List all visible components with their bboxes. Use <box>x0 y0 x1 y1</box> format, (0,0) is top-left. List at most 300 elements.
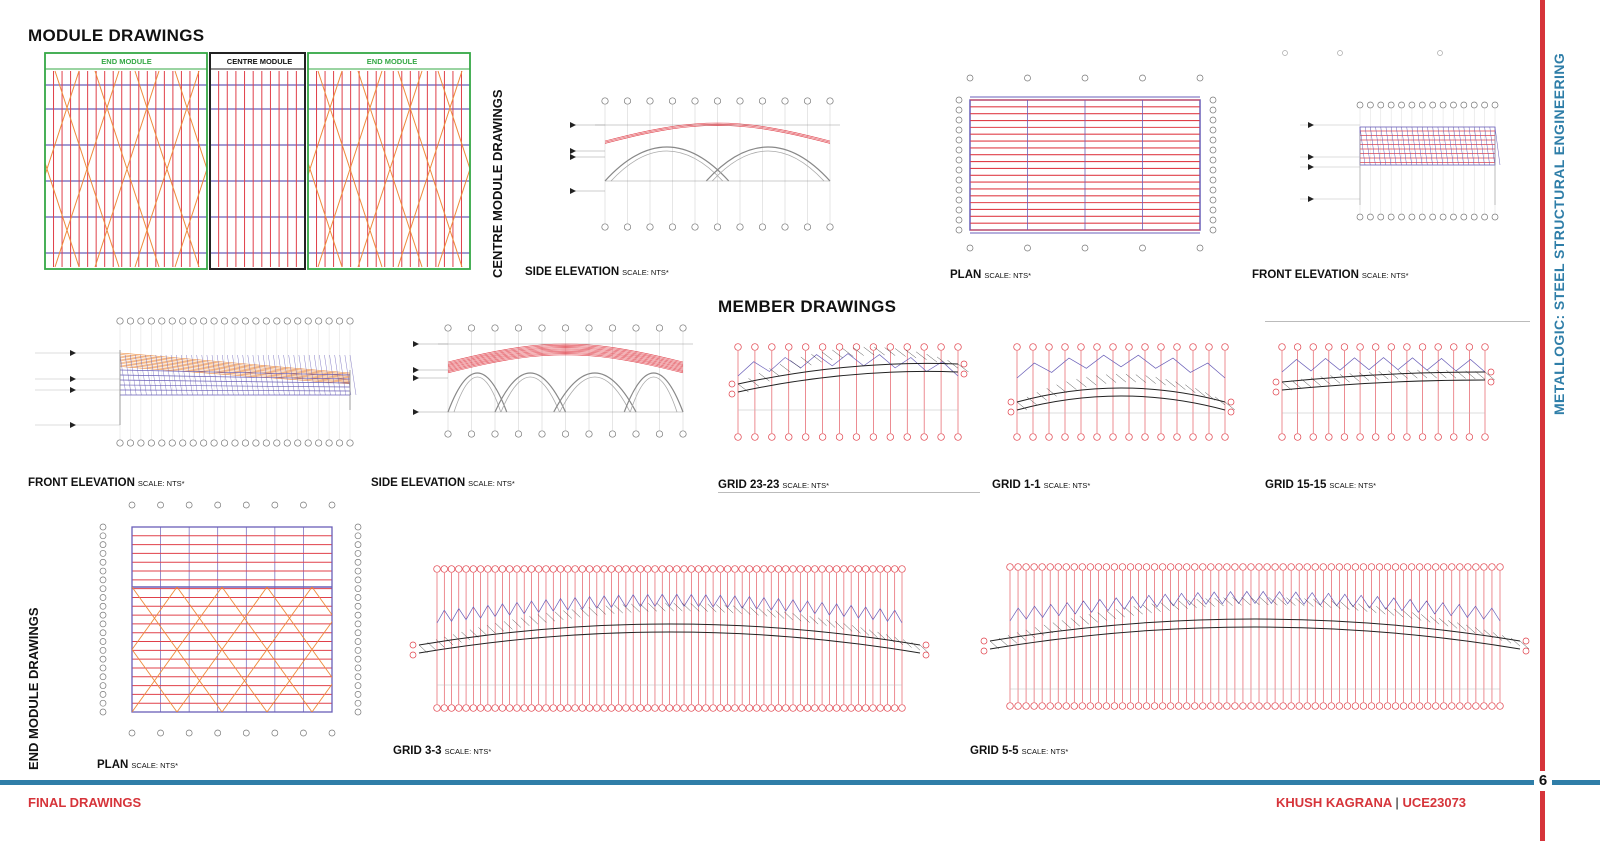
grid-bubble <box>956 137 962 143</box>
grid-bubble <box>1440 564 1447 571</box>
web-member <box>631 604 639 612</box>
grid-bubble <box>543 705 550 712</box>
grid-bubble <box>1063 564 1070 571</box>
level-marker-icon <box>570 122 576 128</box>
zigzag-purlin <box>1017 355 1225 378</box>
grid-bubble <box>326 318 332 324</box>
grid-bubble <box>1206 344 1213 351</box>
grid-bubble <box>455 705 462 712</box>
grid-bubble <box>336 440 342 446</box>
web-member <box>1313 599 1322 607</box>
grid-bubble <box>1039 703 1046 710</box>
grid-bubble <box>557 566 564 573</box>
web-member <box>1340 374 1350 382</box>
grid-bubble <box>1449 564 1456 571</box>
grid-bubble <box>1210 177 1216 183</box>
grid-bubble <box>100 709 106 715</box>
web-member <box>793 613 801 621</box>
end-module-right-label: END MODULE <box>366 57 418 66</box>
web-member <box>1402 127 1407 165</box>
scale-label: SCALE: NTS* <box>782 481 830 490</box>
grid-bubble <box>891 566 898 573</box>
grid-bubble <box>1142 434 1149 441</box>
grid-bubble <box>769 344 776 351</box>
web-member <box>1376 606 1385 614</box>
grid-bubble <box>1210 107 1216 113</box>
grid-bubble <box>1224 564 1231 571</box>
grid-bubble <box>782 705 789 712</box>
grid-bubble <box>961 371 967 377</box>
grid-bubble <box>463 705 470 712</box>
grid-bubble <box>644 566 651 573</box>
grid-bubble <box>169 440 175 446</box>
web-member <box>589 607 597 615</box>
grid-bubble <box>624 98 630 104</box>
web-member <box>1205 392 1215 400</box>
grid-bubble <box>543 566 550 573</box>
grid-bubble <box>1197 245 1203 251</box>
level-marker-icon <box>570 154 576 160</box>
grid-bubble <box>100 612 106 618</box>
grid-bubble <box>732 705 739 712</box>
grid-bubble <box>579 705 586 712</box>
grid-bubble <box>562 325 568 331</box>
grid-bubble <box>1208 564 1215 571</box>
grid-bubble <box>921 344 928 351</box>
grid-bubble <box>506 705 513 712</box>
grid-bubble <box>753 566 760 573</box>
grid-bubble <box>1210 227 1216 233</box>
grid-bubble <box>1357 214 1363 220</box>
web-member <box>733 606 741 614</box>
web-member <box>186 355 192 395</box>
grid-bubble <box>956 207 962 213</box>
web-member <box>657 603 665 611</box>
grid-bubble <box>492 431 498 437</box>
grid-bubble <box>1256 564 1263 571</box>
web-member <box>1360 127 1365 165</box>
grid-bubble <box>232 440 238 446</box>
grid-bubble <box>841 566 848 573</box>
grid-bubble <box>746 566 753 573</box>
grid-bubble <box>1372 434 1379 441</box>
grid-bubble <box>100 550 106 556</box>
web-member <box>869 630 877 638</box>
grid-bubble <box>492 705 499 712</box>
zigzag-purlin <box>1010 591 1500 621</box>
grid-bubble <box>1008 399 1014 405</box>
grid-bubble <box>802 434 809 441</box>
grid-bubble <box>355 700 361 706</box>
web-member <box>822 352 832 360</box>
grid-bubble <box>515 325 521 331</box>
grid-bubble <box>1208 703 1215 710</box>
grid23-underline <box>718 492 980 493</box>
grid-bubble <box>1210 167 1216 173</box>
grid-bubble <box>572 705 579 712</box>
grid-bubble <box>714 224 720 230</box>
web-member <box>1170 602 1179 610</box>
grid-bubble <box>967 75 973 81</box>
grid-bubble <box>1482 434 1489 441</box>
grid-bubble <box>1497 564 1504 571</box>
caption-front-elevation-top: FRONT ELEVATION SCALE: NTS* <box>1252 269 1409 281</box>
grid-bubble <box>769 434 776 441</box>
web-member <box>1433 127 1438 165</box>
grid-bubble <box>601 705 608 712</box>
web-member <box>1448 620 1457 628</box>
web-member <box>1044 625 1053 633</box>
arch-member <box>630 377 677 412</box>
grid-bubble <box>609 325 615 331</box>
web-member <box>1511 638 1520 646</box>
grid-bubble <box>623 705 630 712</box>
grid-bubble <box>355 683 361 689</box>
grid-bubble <box>1357 434 1364 441</box>
grid-bubble <box>274 318 280 324</box>
grid-bubble <box>659 566 666 573</box>
web-member <box>1422 127 1427 165</box>
grid-bubble <box>827 224 833 230</box>
grid-bubble <box>347 440 353 446</box>
grid-bubble <box>656 325 662 331</box>
grid-bubble <box>1082 75 1088 81</box>
grid-bubble <box>652 566 659 573</box>
grid-bubble <box>1071 703 1078 710</box>
grid-bubble <box>1450 434 1457 441</box>
grid-bubble <box>1328 564 1335 571</box>
grid-bubble <box>1039 564 1046 571</box>
grid-bubble <box>1388 434 1395 441</box>
grid-bubble <box>539 325 545 331</box>
grid-bubble <box>1025 75 1031 81</box>
grid-bubble <box>956 187 962 193</box>
grid-bubble <box>870 705 877 712</box>
grid-bubble <box>1175 703 1182 710</box>
caption-grid-3: GRID 3-3 SCALE: NTS* <box>393 745 492 757</box>
web-member <box>1156 377 1166 385</box>
grid-bubble <box>1489 564 1496 571</box>
grid-bubble <box>100 542 106 548</box>
web-member <box>1466 625 1475 633</box>
web-member <box>319 355 325 395</box>
grid-bubble <box>1435 344 1442 351</box>
grid-bubble <box>1419 214 1425 220</box>
web-member <box>478 627 486 635</box>
grid-bubble <box>967 245 973 251</box>
grid-bubble <box>1497 703 1504 710</box>
grid-bubble <box>630 566 637 573</box>
grid-bubble <box>1135 564 1142 571</box>
author-id: UCE23073 <box>1402 795 1467 810</box>
grid-bubble <box>1095 564 1102 571</box>
web-member <box>1407 127 1412 165</box>
level-marker-icon <box>1308 122 1314 128</box>
grid-bubble <box>1424 564 1431 571</box>
grid-bubble <box>355 612 361 618</box>
web-member <box>146 355 152 395</box>
grid-bubble <box>1087 703 1094 710</box>
grid-bubble <box>1079 703 1086 710</box>
grid-bubble <box>1119 564 1126 571</box>
grid-bubble <box>1210 217 1216 223</box>
grid-bubble <box>681 566 688 573</box>
grid-bubble <box>1404 344 1411 351</box>
web-member <box>529 616 537 624</box>
grid-bubble <box>1272 703 1279 710</box>
grid-bubble <box>1492 102 1498 108</box>
grid-bubble <box>315 440 321 446</box>
grid-bubble <box>1158 434 1165 441</box>
web-member <box>597 606 605 614</box>
grid-bubble <box>615 705 622 712</box>
web-member <box>1126 374 1136 382</box>
grid-bubble <box>355 603 361 609</box>
caption-grid-15: GRID 15-15 SCALE: NTS* <box>1265 479 1377 491</box>
grid-bubble <box>955 344 962 351</box>
grid-bubble <box>221 440 227 446</box>
bracing-line <box>0 587 87 712</box>
grid-bubble <box>159 318 165 324</box>
module-drawings-title: MODULE DRAWINGS <box>28 26 205 45</box>
grid-bubble <box>768 566 775 573</box>
grid-bubble <box>703 566 710 573</box>
web-member <box>1331 601 1340 609</box>
grid-bubble <box>633 431 639 437</box>
grid-bubble <box>355 674 361 680</box>
grid-bubble <box>891 705 898 712</box>
grid-bubble <box>1111 703 1118 710</box>
grid-bubble <box>355 621 361 627</box>
web-member <box>1295 598 1304 606</box>
web-member <box>1446 370 1456 378</box>
grid-bubble <box>272 730 278 736</box>
grid-bubble <box>956 177 962 183</box>
grid-bubble <box>169 318 175 324</box>
grid-bubble <box>647 98 653 104</box>
grid-bubble <box>100 603 106 609</box>
web-member <box>1067 382 1077 390</box>
grid-bubble <box>272 502 278 508</box>
grid-bubble <box>100 559 106 565</box>
caption-plan-top: PLAN SCALE: NTS* <box>950 269 1031 281</box>
grid-bubble <box>1352 564 1359 571</box>
grid-bubble <box>899 705 906 712</box>
web-member <box>699 604 707 612</box>
grid-bubble <box>485 566 492 573</box>
grid-bubble <box>1376 564 1383 571</box>
grid-bubble <box>300 502 306 508</box>
grid-bubble <box>1304 564 1311 571</box>
web-member <box>1475 371 1485 379</box>
grid-bubble <box>1489 703 1496 710</box>
web-member <box>504 621 512 629</box>
grid-bubble <box>564 705 571 712</box>
web-member <box>1152 604 1161 612</box>
bottom-chord <box>990 627 1520 649</box>
web-member <box>572 609 580 617</box>
bracing-line <box>335 71 399 267</box>
grid-bubble <box>470 705 477 712</box>
end-module-drawings-title: END MODULE DRAWINGS <box>26 607 41 770</box>
grid-bubble <box>887 344 894 351</box>
grid-bubble <box>853 344 860 351</box>
footer-left-label: FINAL DRAWINGS <box>28 795 142 810</box>
grid-bubble <box>1408 703 1415 710</box>
grid-bubble <box>1388 344 1395 351</box>
web-member <box>759 608 767 616</box>
grid-bubble <box>666 705 673 712</box>
web-member <box>1417 370 1427 378</box>
grid-bubble <box>826 705 833 712</box>
grid-bubble <box>492 566 499 573</box>
grid-bubble <box>100 586 106 592</box>
web-member <box>1417 127 1422 165</box>
grid-bubble <box>615 566 622 573</box>
grid-bubble <box>329 502 335 508</box>
grid-3-drawing <box>407 575 927 715</box>
web-member <box>1125 608 1134 616</box>
grid-bubble <box>673 566 680 573</box>
grid-bubble <box>1159 564 1166 571</box>
grid-bubble <box>1438 51 1443 56</box>
web-member <box>1197 599 1206 607</box>
grid-bubble <box>1190 434 1197 441</box>
web-member <box>1369 372 1379 380</box>
web-member <box>1086 377 1096 385</box>
grid-bubble <box>1388 214 1394 220</box>
grid-bubble <box>200 440 206 446</box>
web-member <box>1490 127 1495 165</box>
grid-bubble <box>1384 703 1391 710</box>
web-member <box>606 606 614 614</box>
grid-bubble <box>1008 409 1014 415</box>
web-member <box>912 642 920 650</box>
grid-bubble <box>284 440 290 446</box>
grid-bubble <box>1294 344 1301 351</box>
grid-bubble <box>190 318 196 324</box>
grid-bubble <box>355 665 361 671</box>
grid-bubble <box>1344 703 1351 710</box>
bracing-line <box>255 71 319 267</box>
grid-bubble <box>688 566 695 573</box>
grid-bubble <box>836 434 843 441</box>
grid-bubble <box>158 730 164 736</box>
grid-bubble <box>692 98 698 104</box>
grid-bubble <box>200 318 206 324</box>
grid-bubble <box>159 440 165 446</box>
level-marker-icon <box>570 148 576 154</box>
grid-bubble <box>1473 564 1480 571</box>
grid-bubble <box>759 98 765 104</box>
grid-bubble <box>1023 703 1030 710</box>
grid-bubble <box>956 157 962 163</box>
web-member <box>916 352 926 360</box>
web-member <box>691 603 699 611</box>
grid-bubble <box>1336 564 1343 571</box>
web-member <box>217 355 223 395</box>
grid-bubble <box>717 566 724 573</box>
grid-bubble <box>923 642 929 648</box>
grid-bubble <box>410 652 416 658</box>
grid-bubble <box>1310 344 1317 351</box>
bracing-line <box>215 71 279 267</box>
grid-bubble <box>1142 344 1149 351</box>
scale-label: SCALE: NTS* <box>137 479 185 488</box>
bottom-chord <box>738 371 958 392</box>
grid-bubble <box>633 325 639 331</box>
web-member <box>895 348 905 356</box>
caption-side-elevation-mid: SIDE ELEVATION SCALE: NTS* <box>371 477 515 489</box>
grid-bubble <box>841 705 848 712</box>
bracing-line <box>0 71 39 267</box>
grid-bubble <box>1087 564 1094 571</box>
front-elevation-mid-drawing <box>30 315 360 460</box>
grid-bubble <box>100 639 106 645</box>
grid-bubble <box>724 705 731 712</box>
grid-bubble <box>315 318 321 324</box>
grid-bubble <box>752 434 759 441</box>
grid-bubble <box>243 730 249 736</box>
web-member <box>682 603 690 611</box>
web-member <box>640 604 648 612</box>
grid-bubble <box>797 705 804 712</box>
grid-bubble <box>1449 703 1456 710</box>
grid-bubble <box>714 98 720 104</box>
grid-bubble <box>608 566 615 573</box>
side-elevation-top-drawing <box>535 95 895 235</box>
grid-bubble <box>1523 648 1529 654</box>
web-member <box>843 349 853 357</box>
web-member <box>1185 385 1195 393</box>
grid-bubble <box>1210 127 1216 133</box>
grid-bubble <box>434 705 441 712</box>
grid-bubble <box>1376 703 1383 710</box>
grid-bubble <box>855 705 862 712</box>
grid-bubble <box>1388 102 1394 108</box>
end-module-left-label: END MODULE <box>101 57 152 66</box>
grid-bubble <box>138 440 144 446</box>
grid-bubble <box>656 431 662 437</box>
plan-frame <box>132 527 332 712</box>
grid-bubble <box>1400 703 1407 710</box>
web-member <box>1179 601 1188 609</box>
grid-bubble <box>680 325 686 331</box>
grid-bubble <box>1378 214 1384 220</box>
grid-bubble <box>242 318 248 324</box>
grid-bubble <box>1279 434 1286 441</box>
grid-15-drawing <box>1270 350 1520 455</box>
grid-bubble <box>1440 214 1446 220</box>
grid-bubble <box>1216 564 1223 571</box>
web-member <box>1396 127 1401 165</box>
grid-bubble <box>1183 564 1190 571</box>
grid-bubble <box>1119 703 1126 710</box>
grid-bubble <box>550 705 557 712</box>
grid-bubble <box>848 705 855 712</box>
grid-bubble <box>1338 51 1343 56</box>
grid-bubble <box>833 705 840 712</box>
footer-band-right <box>1552 780 1600 785</box>
web-member <box>289 355 295 395</box>
grid-bubble <box>1404 434 1411 441</box>
grid-bubble <box>1256 703 1263 710</box>
grid-bubble <box>295 318 301 324</box>
grid-bubble <box>666 566 673 573</box>
arch-member <box>501 377 560 412</box>
web-member <box>742 606 750 614</box>
grid-bubble <box>448 566 455 573</box>
